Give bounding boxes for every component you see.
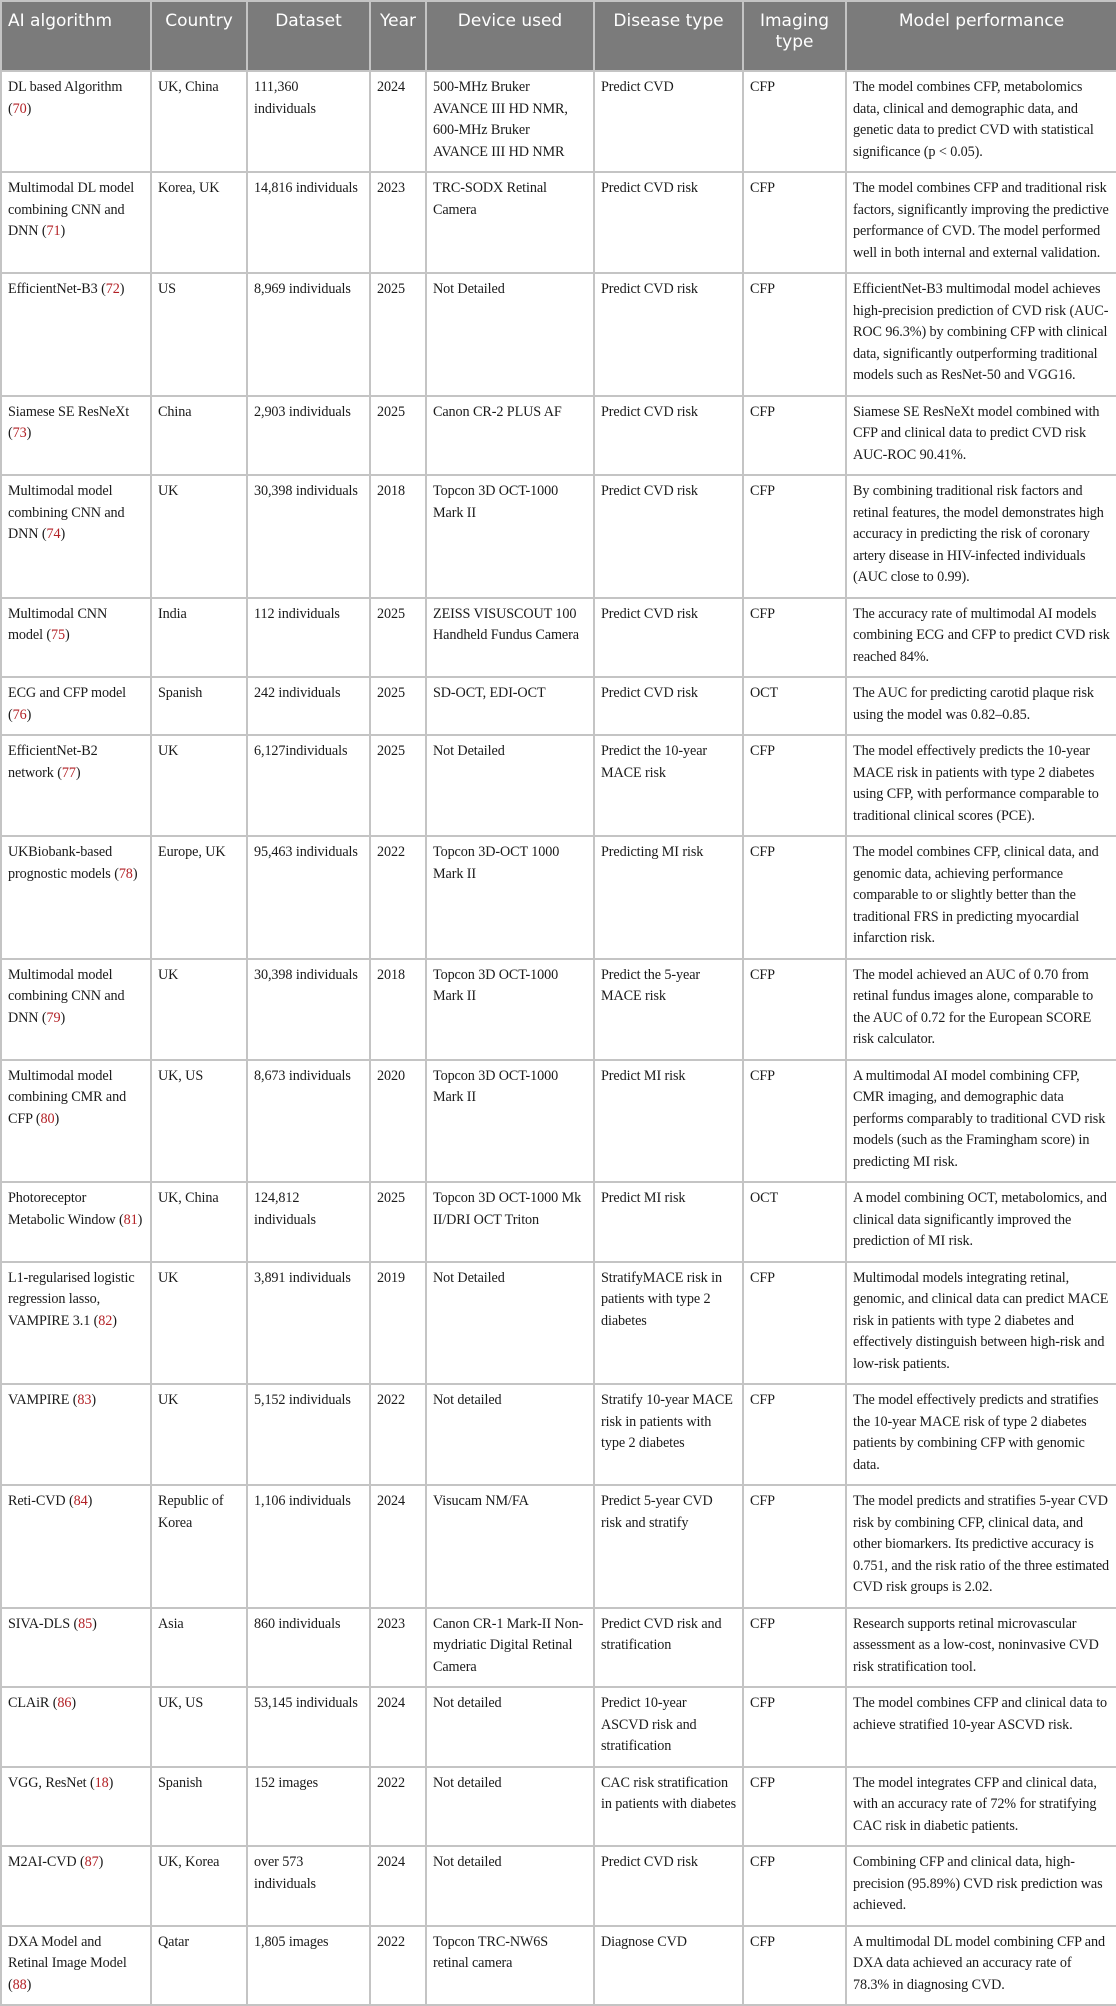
cell-performance: By combining traditional risk factors and retinal features, the model demonstrates high accuracy in predicting the risk of coronary artery disease in HIV-infected individuals (AUC close to 0.99). xyxy=(846,475,1116,598)
cell-imaging: CFP xyxy=(743,1485,846,1608)
table-body xyxy=(1,71,1116,2005)
cell-dataset: 8,673 individuals xyxy=(247,1060,370,1183)
reference-citation xyxy=(73,1392,96,1408)
cell-country: UK, China xyxy=(151,1182,247,1262)
cell-performance: The model combines CFP, metabolomics data, clinical and demographic data, and genetic data to predict CVD with statistical significance (p < 0.05). xyxy=(846,71,1116,172)
cell-year: 2025 xyxy=(370,1182,426,1262)
cell-dataset: 2,903 individuals xyxy=(247,396,370,476)
reference-link[interactable]: 83 xyxy=(77,1392,92,1408)
algorithm-name: L1-regularised logistic regression lasso, VAMPIRE 3.1 xyxy=(8,1269,135,1329)
cell-performance: The model combines CFP, clinical data, and genomic data, achieving performance comparable to or slightly better than the traditional FRS in predicting myocardial infarction risk. xyxy=(846,836,1116,959)
reference-link[interactable]: 88 xyxy=(12,1976,27,1993)
header-imaging-type: Imaging type xyxy=(743,1,846,71)
cell-dataset: 14,816 individuals xyxy=(247,172,370,273)
algorithm-name: Multimodal model combining CMR and CFP xyxy=(8,1067,127,1127)
cell-dataset: 112 individuals xyxy=(247,598,370,678)
algorithm-name: Multimodal model combining CNN and DNN xyxy=(8,483,125,542)
reference-link[interactable]: 82 xyxy=(98,1312,113,1329)
cell-imaging: CFP xyxy=(743,396,846,476)
reference-link[interactable]: 71 xyxy=(46,223,61,239)
reference-link[interactable]: 80 xyxy=(40,1110,55,1127)
cell-ai-algorithm xyxy=(1,1687,151,1767)
cell-imaging: CFP xyxy=(743,1767,846,1847)
cell-country: UK xyxy=(151,1262,247,1385)
cell-disease: Predict MI risk xyxy=(594,1060,743,1183)
cell-device: Topcon 3D OCT-1000 Mark II xyxy=(426,959,594,1060)
cell-imaging: CFP xyxy=(743,1687,846,1767)
table-row xyxy=(1,475,1116,598)
table-row xyxy=(1,1767,1116,1847)
cell-ai-algorithm xyxy=(1,1846,151,1926)
reference-citation xyxy=(42,1010,65,1026)
cell-ai-algorithm xyxy=(1,1384,151,1485)
cell-imaging: CFP xyxy=(743,1846,846,1926)
header-ai-algorithm: AI algorithm xyxy=(1,1,151,71)
cell-disease: Predict CVD risk and stratification xyxy=(594,1608,743,1688)
cell-ai-algorithm xyxy=(1,1485,151,1608)
reference-citation xyxy=(8,707,31,723)
cell-year: 2025 xyxy=(370,677,426,735)
cell-year: 2022 xyxy=(370,1926,426,2006)
reference-link[interactable]: 79 xyxy=(46,1009,61,1026)
cell-disease: Predict CVD risk xyxy=(594,396,743,476)
cell-year: 2023 xyxy=(370,172,426,273)
cell-dataset: 111,360 individuals xyxy=(247,71,370,172)
algorithm-name: Photoreceptor Metabolic Window xyxy=(8,1190,116,1228)
algorithm-name: Multimodal CNN model xyxy=(8,605,108,643)
cell-device: Topcon TRC-NW6S retinal camera xyxy=(426,1926,594,2006)
reference-citation xyxy=(119,1212,142,1228)
cell-performance: The model achieved an AUC of 0.70 from retinal fundus images alone, comparable to the AUC of 0.72 for the European SCORE risk calculator. xyxy=(846,959,1116,1060)
cell-device: ZEISS VISUSCOUT 100 Handheld Fundus Camera xyxy=(426,598,594,678)
cell-dataset: 1,805 images xyxy=(247,1926,370,2006)
cell-ai-algorithm xyxy=(1,735,151,836)
reference-citation xyxy=(42,223,65,239)
cell-device: Not detailed xyxy=(426,1846,594,1926)
cell-year: 2022 xyxy=(370,836,426,959)
cell-country: UK xyxy=(151,735,247,836)
algorithm-name: M2AI-CVD xyxy=(8,1854,77,1870)
cell-imaging: CFP xyxy=(743,273,846,396)
cell-imaging: CFP xyxy=(743,836,846,959)
table-row xyxy=(1,959,1116,1060)
cell-ai-algorithm xyxy=(1,71,151,172)
table-row xyxy=(1,273,1116,396)
cell-imaging: CFP xyxy=(743,1608,846,1688)
algorithm-name: Siamese SE ResNeXt xyxy=(8,403,130,420)
cell-performance: Siamese SE ResNeXt model combined with CFP and clinical data to predict CVD risk AUC-ROC 90.41%. xyxy=(846,396,1116,476)
cell-ai-algorithm xyxy=(1,1767,151,1847)
cell-device: Canon CR-1 Mark-II Non-mydriatic Digital Retinal Camera xyxy=(426,1608,594,1688)
algorithm-name: EfficientNet-B2 network xyxy=(8,743,98,781)
cell-disease: Predict the 10-year MACE risk xyxy=(594,735,743,836)
cell-imaging: CFP xyxy=(743,959,846,1060)
cell-performance: A multimodal AI model combining CFP, CMR imaging, and demographic data performs comparably to traditional CVD risk models (such as the Framingham score) in predicting MI risk. xyxy=(846,1060,1116,1183)
cell-disease: Predict the 5-year MACE risk xyxy=(594,959,743,1060)
cell-ai-algorithm xyxy=(1,172,151,273)
table-row xyxy=(1,1182,1116,1262)
cell-year: 2022 xyxy=(370,1767,426,1847)
cell-imaging: CFP xyxy=(743,1060,846,1183)
cell-year: 2018 xyxy=(370,475,426,598)
cell-device: TRC-SODX Retinal Camera xyxy=(426,172,594,273)
reference-link[interactable]: 18 xyxy=(94,1774,109,1791)
reference-citation xyxy=(69,1493,92,1509)
reference-link[interactable]: 81 xyxy=(123,1211,138,1228)
cell-device: 500-MHz Bruker AVANCE III HD NMR, 600-MHz Bruker AVANCE III HD NMR xyxy=(426,71,594,172)
cell-performance: The model integrates CFP and clinical data, with an accuracy rate of 72% for stratifying CAC risk in diabetic patients. xyxy=(846,1767,1116,1847)
cell-disease: Predict CVD risk xyxy=(594,172,743,273)
cell-year: 2025 xyxy=(370,735,426,836)
reference-citation xyxy=(42,526,65,542)
cell-ai-algorithm xyxy=(1,1608,151,1688)
cell-disease: StratifyMACE risk in patients with type 2 diabetes xyxy=(594,1262,743,1385)
cell-ai-algorithm xyxy=(1,677,151,735)
table-row xyxy=(1,71,1116,172)
cell-country: Qatar xyxy=(151,1926,247,2006)
reference-citation xyxy=(57,765,80,781)
cell-country: India xyxy=(151,598,247,678)
cell-country: Spanish xyxy=(151,677,247,735)
cell-device: Topcon 3D OCT-1000 Mark II xyxy=(426,1060,594,1183)
reference-link[interactable]: 72 xyxy=(105,281,120,297)
cell-disease: Predict CVD risk xyxy=(594,273,743,396)
header-dataset: Dataset xyxy=(247,1,370,71)
cell-imaging: OCT xyxy=(743,677,846,735)
cell-ai-algorithm xyxy=(1,959,151,1060)
cell-year: 2018 xyxy=(370,959,426,1060)
table-row xyxy=(1,1384,1116,1485)
reference-link[interactable]: 77 xyxy=(61,764,76,781)
cell-performance: The model combines CFP and traditional risk factors, significantly improving the predictive performance of CVD. The model performed well in both internal and external validation. xyxy=(846,172,1116,273)
cell-device: Visucam NM/FA xyxy=(426,1485,594,1608)
cell-performance: Multimodal models integrating retinal, genomic, and clinical data can predict MACE risk in patients with type 2 diabetes and effectively distinguish between high-risk and low-risk patients. xyxy=(846,1262,1116,1385)
reference-citation xyxy=(36,1111,59,1127)
reference-citation xyxy=(101,281,124,297)
cell-dataset: 95,463 individuals xyxy=(247,836,370,959)
cell-year: 2024 xyxy=(370,71,426,172)
cell-year: 2020 xyxy=(370,1060,426,1183)
table-row xyxy=(1,735,1116,836)
cell-device: Not detailed xyxy=(426,1687,594,1767)
reference-link[interactable]: 76 xyxy=(12,706,27,723)
cell-dataset: 5,152 individuals xyxy=(247,1384,370,1485)
cell-disease: Predict CVD risk xyxy=(594,677,743,735)
algorithm-name: DXA Model and Retinal Image Model xyxy=(8,1933,127,1971)
cell-performance: A model combining OCT, metabolomics, and clinical data significantly improved the prediction of MI risk. xyxy=(846,1182,1116,1262)
reference-citation xyxy=(80,1854,103,1870)
cell-dataset: over 573 individuals xyxy=(247,1846,370,1926)
cell-country: Europe, UK xyxy=(151,836,247,959)
cell-dataset: 30,398 individuals xyxy=(247,959,370,1060)
table-row xyxy=(1,836,1116,959)
cell-device: Not Detailed xyxy=(426,273,594,396)
algorithm-name: Reti-CVD xyxy=(8,1493,66,1509)
algorithm-name: EfficientNet-B3 xyxy=(8,281,98,297)
cell-device: Not detailed xyxy=(426,1384,594,1485)
reference-citation xyxy=(73,1616,96,1632)
table-row xyxy=(1,598,1116,678)
cell-year: 2023 xyxy=(370,1608,426,1688)
cell-country: Republic of Korea xyxy=(151,1485,247,1608)
cell-ai-algorithm xyxy=(1,273,151,396)
header-country: Country xyxy=(151,1,247,71)
cell-year: 2022 xyxy=(370,1384,426,1485)
cell-dataset: 6,127individuals xyxy=(247,735,370,836)
cell-year: 2025 xyxy=(370,396,426,476)
cell-ai-algorithm xyxy=(1,598,151,678)
reference-citation xyxy=(53,1695,76,1711)
cell-performance: EfficientNet-B3 multimodal model achieves high-precision prediction of CVD risk (AUC-ROC 96.3%) by combining CFP with clinical data, significantly outperforming traditional models such as ResNet-50 and VGG16. xyxy=(846,273,1116,396)
algorithm-name: VGG, ResNet xyxy=(8,1774,87,1791)
reference-citation xyxy=(8,101,31,117)
header-model-performance: Model performance xyxy=(846,1,1116,71)
reference-link[interactable]: 78 xyxy=(118,865,133,882)
cell-dataset: 242 individuals xyxy=(247,677,370,735)
cell-disease: Predict CVD risk xyxy=(594,475,743,598)
algorithm-name: SIVA-DLS xyxy=(8,1615,71,1632)
cell-device: Not Detailed xyxy=(426,1262,594,1385)
reference-link[interactable]: 84 xyxy=(73,1493,88,1509)
cell-country: Asia xyxy=(151,1608,247,1688)
cell-ai-algorithm xyxy=(1,836,151,959)
table-row xyxy=(1,1060,1116,1183)
table-row xyxy=(1,396,1116,476)
reference-citation xyxy=(8,425,31,441)
cell-imaging: CFP xyxy=(743,475,846,598)
cell-device: Canon CR-2 PLUS AF xyxy=(426,396,594,476)
cell-dataset: 860 individuals xyxy=(247,1608,370,1688)
cell-ai-algorithm xyxy=(1,1926,151,2006)
cell-disease: Predict CVD risk xyxy=(594,1846,743,1926)
cell-performance: The accuracy rate of multimodal AI models combining ECG and CFP to predict CVD risk reached 84%. xyxy=(846,598,1116,678)
cell-imaging: CFP xyxy=(743,1384,846,1485)
algorithm-name: ECG and CFP model xyxy=(8,685,126,701)
cell-dataset: 53,145 individuals xyxy=(247,1687,370,1767)
table-row xyxy=(1,1485,1116,1608)
cell-country: US xyxy=(151,273,247,396)
algorithm-name: DL based Algorithm xyxy=(8,79,123,95)
reference-link[interactable]: 87 xyxy=(84,1854,99,1870)
cell-ai-algorithm xyxy=(1,396,151,476)
reference-link[interactable]: 75 xyxy=(51,627,66,643)
table-row xyxy=(1,1687,1116,1767)
cell-dataset: 124,812 individuals xyxy=(247,1182,370,1262)
cell-imaging: CFP xyxy=(743,735,846,836)
cell-performance: A multimodal DL model combining CFP and DXA data achieved an accuracy rate of 78.3% in diagnosing CVD. xyxy=(846,1926,1116,2006)
cell-imaging: CFP xyxy=(743,172,846,273)
cell-imaging: CFP xyxy=(743,598,846,678)
reference-link[interactable]: 86 xyxy=(57,1695,72,1711)
cell-year: 2024 xyxy=(370,1485,426,1608)
cell-country: UK xyxy=(151,959,247,1060)
cell-country: Spanish xyxy=(151,1767,247,1847)
cell-disease: Predict CVD xyxy=(594,71,743,172)
cell-country: China xyxy=(151,396,247,476)
reference-link[interactable]: 85 xyxy=(78,1615,93,1632)
table-header xyxy=(1,1,1116,71)
cell-disease: Predict CVD risk xyxy=(594,598,743,678)
cell-country: UK, US xyxy=(151,1060,247,1183)
cell-dataset: 8,969 individuals xyxy=(247,273,370,396)
header-row xyxy=(1,1,1116,71)
cell-country: UK, China xyxy=(151,71,247,172)
cell-year: 2019 xyxy=(370,1262,426,1385)
algorithm-name: CLAiR xyxy=(8,1695,50,1711)
cell-dataset: 30,398 individuals xyxy=(247,475,370,598)
cell-dataset: 3,891 individuals xyxy=(247,1262,370,1385)
cell-dataset: 152 images xyxy=(247,1767,370,1847)
cell-performance: The model effectively predicts the 10-year MACE risk in patients with type 2 diabetes using CFP, with performance comparable to traditional clinical scores (PCE). xyxy=(846,735,1116,836)
cell-performance: The AUC for predicting carotid plaque risk using the model was 0.82–0.85. xyxy=(846,677,1116,735)
cell-ai-algorithm xyxy=(1,1060,151,1183)
cell-country: UK, US xyxy=(151,1687,247,1767)
table-row xyxy=(1,1926,1116,2006)
cell-disease: Diagnose CVD xyxy=(594,1926,743,2006)
header-disease-type: Disease type xyxy=(594,1,743,71)
cell-dataset: 1,106 individuals xyxy=(247,1485,370,1608)
table-row xyxy=(1,1846,1116,1926)
algorithm-name: Multimodal model combining CNN and DNN xyxy=(8,966,125,1026)
cell-device: SD-OCT, EDI-OCT xyxy=(426,677,594,735)
reference-link[interactable]: 70 xyxy=(12,100,27,117)
cell-country: UK, Korea xyxy=(151,1846,247,1926)
reference-citation xyxy=(114,866,137,882)
table-row xyxy=(1,172,1116,273)
header-device-used: Device used xyxy=(426,1,594,71)
reference-link[interactable]: 74 xyxy=(46,526,61,542)
table-row xyxy=(1,1608,1116,1688)
algorithm-name: UKBiobank-based prognostic models xyxy=(8,844,113,882)
cell-disease: Predict 5-year CVD risk and stratify xyxy=(594,1485,743,1608)
cell-imaging: CFP xyxy=(743,71,846,172)
header-year: Year xyxy=(370,1,426,71)
table-row xyxy=(1,1262,1116,1385)
cell-performance: The model combines CFP and clinical data to achieve stratified 10-year ASCVD risk. xyxy=(846,1687,1116,1767)
reference-link[interactable]: 73 xyxy=(12,425,27,441)
cell-device: Topcon 3D-OCT 1000 Mark II xyxy=(426,836,594,959)
cell-country: UK xyxy=(151,1384,247,1485)
cell-performance: The model predicts and stratifies 5-year CVD risk by combining CFP, clinical data, and other biomarkers. Its predictive accuracy is 0.751, and the risk ratio of the three estimated CVD risk groups is 2.02. xyxy=(846,1485,1116,1608)
cell-performance: The model effectively predicts and stratifies the 10-year MACE risk of type 2 diabetes patients by combining CFP with genomic data. xyxy=(846,1384,1116,1485)
cell-device: Not Detailed xyxy=(426,735,594,836)
cell-country: Korea, UK xyxy=(151,172,247,273)
cell-device: Topcon 3D OCT-1000 Mk II/DRI OCT Triton xyxy=(426,1182,594,1262)
table-row xyxy=(1,677,1116,735)
cell-disease: Stratify 10-year MACE risk in patients with type 2 diabetes xyxy=(594,1384,743,1485)
reference-citation xyxy=(90,1775,113,1791)
cell-country: UK xyxy=(151,475,247,598)
cell-imaging: OCT xyxy=(743,1182,846,1262)
cell-disease: Predicting MI risk xyxy=(594,836,743,959)
cell-device: Topcon 3D OCT-1000 Mark II xyxy=(426,475,594,598)
cell-performance: Combining CFP and clinical data, high-precision (95.89%) CVD risk prediction was achieved. xyxy=(846,1846,1116,1926)
cell-device: Not detailed xyxy=(426,1767,594,1847)
cell-year: 2024 xyxy=(370,1846,426,1926)
cell-disease: Predict MI risk xyxy=(594,1182,743,1262)
cell-imaging: CFP xyxy=(743,1926,846,2006)
cell-ai-algorithm xyxy=(1,1182,151,1262)
algorithm-name: Multimodal DL model combining CNN and DNN xyxy=(8,180,135,239)
reference-citation xyxy=(8,1977,31,1993)
algorithm-name: VAMPIRE xyxy=(8,1392,70,1408)
reference-citation xyxy=(94,1313,117,1329)
cell-year: 2025 xyxy=(370,598,426,678)
cell-imaging: CFP xyxy=(743,1262,846,1385)
cell-disease: Predict 10-year ASCVD risk and stratification xyxy=(594,1687,743,1767)
cell-performance: Research supports retinal microvascular assessment as a low-cost, noninvasive CVD risk stratification tool. xyxy=(846,1608,1116,1688)
cell-ai-algorithm xyxy=(1,1262,151,1385)
reference-citation xyxy=(46,627,69,643)
cell-year: 2025 xyxy=(370,273,426,396)
cell-year: 2024 xyxy=(370,1687,426,1767)
cell-disease: CAC risk stratification in patients with diabetes xyxy=(594,1767,743,1847)
cell-ai-algorithm xyxy=(1,475,151,598)
